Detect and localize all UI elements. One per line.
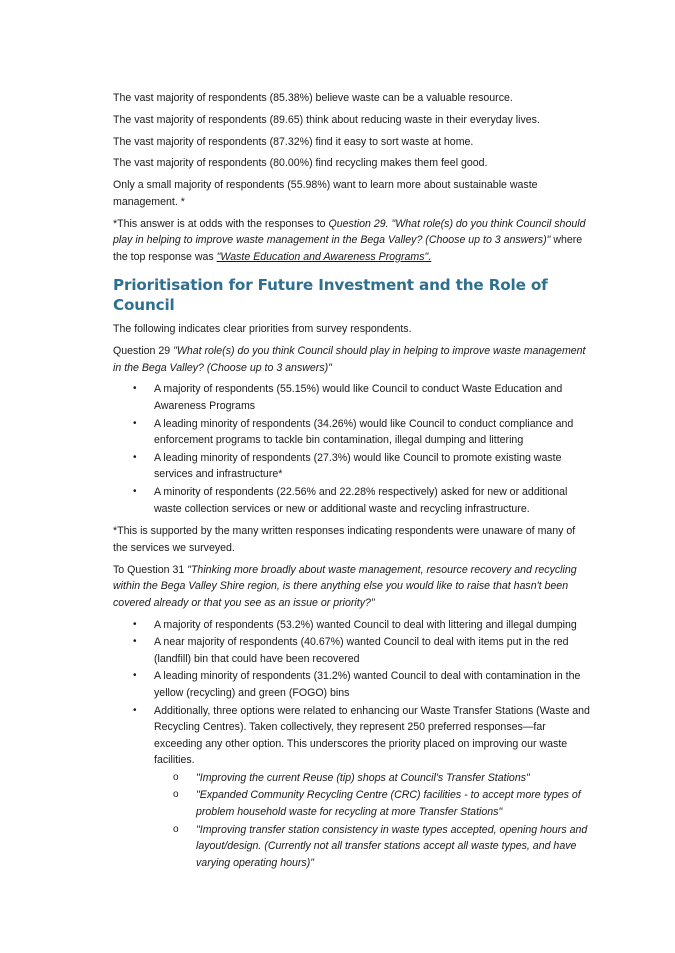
list-item [113,450,590,483]
bullet-text: A majority of respondents (55.15%) would like Council to conduct Waste Education and Awareness Programs [154,383,563,413]
list-item [113,416,590,449]
q29-bullet-list [113,381,590,517]
bullet-icon: • [133,383,137,395]
q29-intro [113,343,590,376]
finding-line: The vast majority of respondents (89.65) think about reducing waste in their everyday lives. [113,113,540,126]
sub-list-item [154,822,590,872]
top-response-underlined: "Waste Education and Awareness Programs". [216,250,432,263]
bullet-text: A leading minority of respondents (27.3%) would like Council to promote existing waste services and infrastructure* [154,451,562,481]
bullet-text: Additionally, three options were related to enhancing our Waste Transfer Stations (Waste and Recycling Centres). Taken collectively, they represent 250 preferred responses—far exceeding any other option. This underscores the priority placed on improving our waste facilities. [154,704,590,767]
list-item [113,634,590,667]
finding-line: The vast majority of respondents (87.32%) find it easy to sort waste at home. [113,135,474,148]
intro-findings [113,90,590,265]
circle-bullet-icon: o [173,823,179,835]
bullet-text: A leading minority of respondents (34.26%) would like Council to conduct compliance and enforcement programs to tackle bin contamination, illegal dumping and littering [154,417,574,447]
list-item [113,484,590,517]
bullet-icon: • [133,417,137,429]
q31-intro [113,562,590,612]
bullet-text: A leading minority of respondents (31.2%) wanted Council to deal with contamination in the yellow (recycling) and green (FOGO) bins [154,670,581,699]
bullet-text: A near majority of respondents (40.67%) wanted Council to deal with items put in the red (landfill) bin that could have been recovered [154,636,569,665]
bullet-text: A minority of respondents (22.56% and 22.28% respectively) asked for new or additional waste collection services or new or additional waste and recycling infrastructure. [154,486,568,515]
footnote-middle: where the top response was [113,234,583,263]
q29-note: *This is supported by the many written responses indicating respondents were unaware of many of the services we surveyed. [113,525,576,554]
bullet-text: A majority of respondents (53.2%) wanted Council to deal with littering and illegal dumping [154,618,577,631]
bullet-icon: • [133,618,137,630]
footnote-prefix: *This answer is at odds with the responses to [113,217,329,230]
list-item [113,703,590,872]
finding-line: Only a small majority of respondents (55.98%) want to learn more about sustainable waste management. * [113,179,538,208]
q31-bullet-list [113,617,590,872]
circle-bullet-icon: o [173,789,179,801]
sub-bullet-text: "Improving the current Reuse (tip) shops at Council's Transfer Stations" [196,771,530,784]
finding-line: The vast majority of respondents (80.00%) find recycling makes them feel good. [113,157,488,170]
bullet-icon: • [133,451,137,463]
circle-bullet-icon: o [173,771,179,783]
list-item [113,668,590,701]
sub-bullet-text: "Expanded Community Recycling Centre (CRC) facilities - to accept more types of problem household waste for recycling at more Transfer Stations" [196,789,581,819]
sub-list-item [154,770,590,787]
q29-question: "What role(s) do you think Council should play in helping to improve waste management in the Bega Valley? (Choose up to 3 answers)" [113,345,586,374]
bullet-icon: • [133,636,137,648]
bullet-icon: • [133,704,137,716]
q31-prefix: To Question 31 [113,563,188,576]
q31-question: "Thinking more broadly about waste management, resource recovery and recycling within the Bega Valley Shire region, is there anything else you would like to raise that hasn't been covered already or that you see as an issue or priority?" [113,563,577,609]
list-item [113,617,590,634]
sub-bullet-text: "Improving transfer station consistency in waste types accepted, opening hours and layout/design. (Currently not all transfer stations accept all waste types, and have varying operating hours)" [196,823,588,869]
footnote-paragraph [113,216,590,266]
transfer-station-options [154,770,590,872]
bullet-icon: • [133,670,137,682]
q29-prefix: Question 29 [113,345,174,358]
sub-list-item [154,787,590,820]
section-heading: Prioritisation for Future Investment and the Role of Council [113,276,548,315]
section-lead: The following indicates clear priorities from survey respondents. [113,323,412,336]
bullet-icon: • [133,486,137,497]
list-item [113,381,590,414]
finding-line: The vast majority of respondents (85.38%) believe waste can be a valuable resource. [113,92,513,104]
footnote-question: Question 29. "What role(s) do you think Council should play in helping to improve waste management in the Bega Valley? (Choose up to 3 answers)" [113,217,586,247]
